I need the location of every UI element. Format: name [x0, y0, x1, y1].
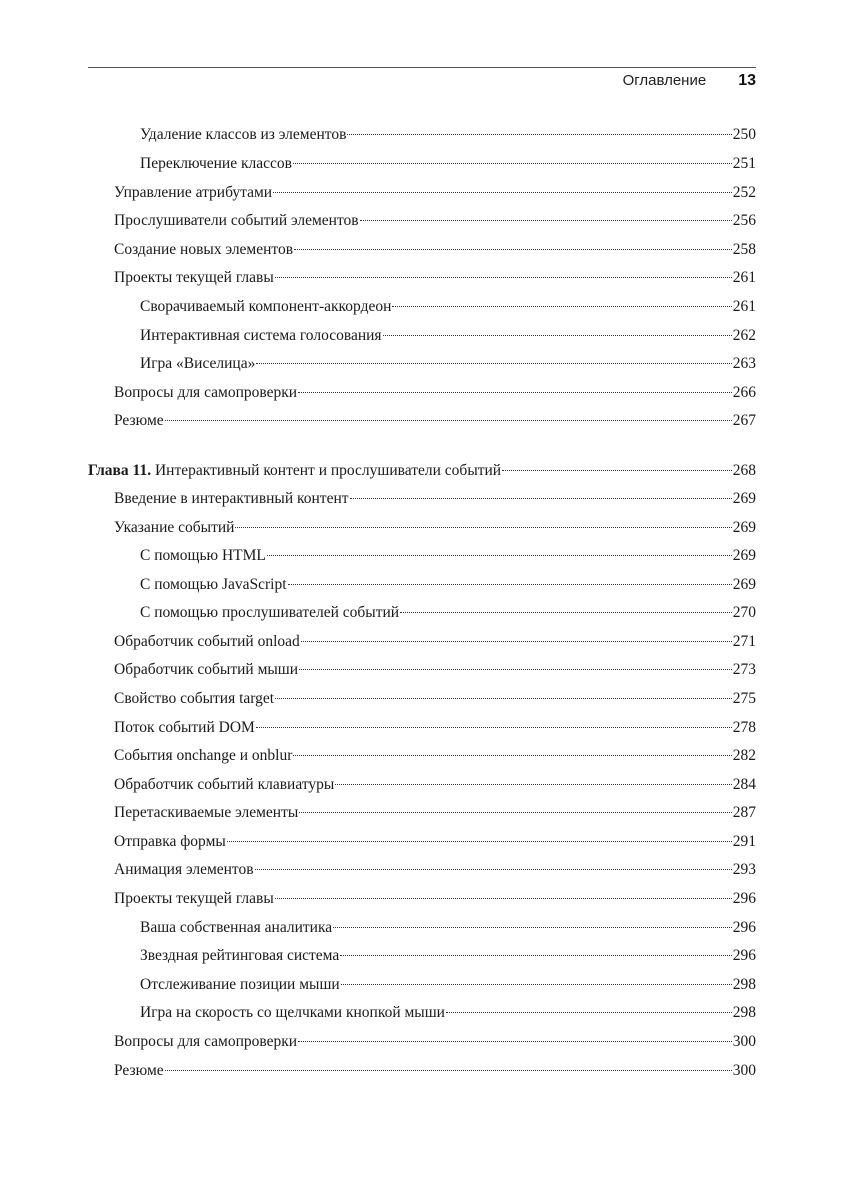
toc-entry-title: С помощью JavaScript — [140, 576, 287, 593]
dot-leader — [341, 984, 732, 985]
toc-entry-title: Анимация элементов — [114, 861, 254, 878]
toc-page-number: 268 — [732, 462, 756, 479]
toc-entry-title: События onchange и onblur — [114, 747, 293, 764]
toc-page-number: 296 — [732, 947, 756, 964]
toc-entry[interactable] — [114, 832, 756, 852]
toc-entry[interactable] — [114, 211, 756, 231]
dot-leader — [256, 363, 731, 364]
dot-leader — [275, 898, 732, 899]
toc-page-number: 293 — [732, 861, 756, 878]
dot-leader — [299, 812, 731, 813]
toc-entry[interactable] — [114, 718, 756, 738]
toc-page-number: 269 — [732, 547, 756, 564]
toc-entry[interactable] — [114, 889, 756, 909]
toc-entry-title: Создание новых элементов — [114, 241, 294, 258]
toc-entry-label — [88, 461, 501, 481]
toc-entry[interactable] — [114, 689, 756, 709]
toc-entry-title: Звездная рейтинговая система — [140, 947, 340, 964]
toc-entry[interactable] — [140, 154, 756, 174]
toc-entry-label — [140, 946, 339, 966]
toc-page-number: 266 — [732, 384, 756, 401]
toc-entry-title: С помощью прослушивателей событий — [140, 604, 400, 621]
toc-entry-label — [114, 383, 297, 403]
toc-entry[interactable] — [140, 575, 756, 595]
toc-entry[interactable] — [114, 1061, 756, 1081]
toc-entry-label — [140, 918, 332, 938]
toc-page-number: 258 — [732, 241, 756, 258]
dot-leader — [256, 727, 732, 728]
toc-entry-label — [140, 575, 287, 595]
toc-entry-label — [114, 832, 226, 852]
dot-leader — [301, 641, 732, 642]
toc-entry-title: Интерактивная система голосования — [140, 327, 382, 344]
toc-entry[interactable] — [140, 1003, 756, 1023]
toc-page-number: 270 — [732, 604, 756, 621]
running-header — [623, 72, 756, 90]
toc-entry-title: Сворачиваемый компонент-аккордеон — [140, 298, 392, 315]
dot-leader — [392, 306, 731, 307]
toc-entry-title: Удаление классов из элементов — [140, 126, 347, 143]
toc-page-number: 300 — [732, 1033, 756, 1050]
toc-page-number: 284 — [732, 776, 756, 793]
toc-entry-title: Свойство события target — [114, 690, 275, 707]
toc-entry-title: Обработчик событий клавиатуры — [114, 776, 335, 793]
toc-entry[interactable] — [140, 354, 756, 374]
dot-leader — [293, 755, 731, 756]
toc-entry-title: Проекты текущей главы — [114, 890, 274, 907]
dot-leader — [299, 669, 732, 670]
toc-entry-label — [140, 154, 292, 174]
toc-entry-title: Резюме — [114, 1062, 164, 1079]
toc-entry-label — [114, 489, 349, 509]
toc-entry-title: Обработчик событий onload — [114, 633, 300, 650]
header-rule — [88, 67, 756, 68]
toc-entry-label — [114, 689, 274, 709]
toc-entry-title: Вопросы для самопроверки — [114, 384, 298, 401]
toc-entry-label — [140, 354, 255, 374]
toc-entry-label — [114, 411, 164, 431]
dot-leader — [347, 134, 731, 135]
toc-entry-label — [114, 889, 274, 909]
toc-page-number: 291 — [732, 833, 756, 850]
toc-entry-label — [114, 775, 334, 795]
toc-entry[interactable] — [140, 326, 756, 346]
toc-entry-label — [114, 240, 293, 260]
toc-entry[interactable] — [140, 975, 756, 995]
toc-page-number: 269 — [732, 576, 756, 593]
toc-page-number: 296 — [732, 890, 756, 907]
toc-entry[interactable] — [114, 240, 756, 260]
toc-entry-label — [114, 183, 272, 203]
dot-leader — [275, 277, 732, 278]
toc-entry[interactable] — [140, 125, 756, 145]
toc-page-number: 275 — [732, 690, 756, 707]
dot-leader — [298, 1041, 732, 1042]
toc-entry-title: Игра «Виселица» — [140, 355, 256, 372]
toc-entry-title: Игра на скорость со щелчками кнопкой мыши — [140, 1004, 445, 1021]
dot-leader — [293, 163, 732, 164]
toc-entry[interactable] — [114, 660, 756, 680]
toc-entry[interactable] — [114, 775, 756, 795]
dot-leader — [165, 1070, 732, 1071]
toc-entry-label — [114, 268, 274, 288]
toc-entry[interactable] — [114, 1032, 756, 1052]
toc-page-number: 300 — [732, 1062, 756, 1079]
toc-entry-label — [114, 518, 234, 538]
toc-entry[interactable] — [140, 946, 756, 966]
toc-entry-label — [114, 1061, 164, 1081]
toc-page-number: 273 — [732, 661, 756, 678]
toc-entry-title: Интерактивный контент и прослушиватели событий — [154, 462, 502, 479]
toc-entry[interactable] — [114, 632, 756, 652]
toc-page-number: 251 — [732, 155, 756, 172]
toc-entry-label — [114, 718, 255, 738]
toc-page-number: 282 — [732, 747, 756, 764]
toc-entry-title: Указание событий — [114, 519, 235, 536]
toc-entry-title: Отправка формы — [114, 833, 226, 850]
toc-entry[interactable] — [140, 297, 756, 317]
toc-entry-label — [140, 975, 340, 995]
toc-entry[interactable] — [114, 746, 756, 766]
toc-entry-title: Резюме — [114, 412, 164, 429]
toc-page-number: 252 — [732, 184, 756, 201]
dot-leader — [350, 498, 732, 499]
section-title: Оглавление — [622, 72, 707, 89]
dot-leader — [502, 470, 732, 471]
toc-entry-label — [140, 125, 346, 145]
dot-leader — [298, 392, 732, 393]
toc-entry[interactable] — [140, 603, 756, 623]
toc-page-number: 271 — [732, 633, 756, 650]
toc-entry-title: Отслеживание позиции мыши — [140, 976, 340, 993]
toc-entry-title: Прослушиватели событий элементов — [114, 212, 359, 229]
toc-entry-label — [140, 297, 391, 317]
dot-leader — [235, 527, 731, 528]
toc-entry-title: Поток событий DOM — [114, 719, 255, 736]
toc-entry-label — [114, 211, 359, 231]
dot-leader — [383, 335, 732, 336]
toc-entry-title: Переключение классов — [140, 155, 292, 172]
toc-entry-title: Перетаскиваемые элементы — [114, 804, 299, 821]
dot-leader — [333, 927, 732, 928]
toc-entry-label — [140, 326, 382, 346]
toc-entry[interactable] — [114, 383, 756, 403]
toc-page-number: 278 — [732, 719, 756, 736]
chapter-prefix: Глава 11. — [88, 462, 152, 479]
toc-page-number: 298 — [732, 1004, 756, 1021]
toc-page-number: 296 — [732, 919, 756, 936]
dot-leader — [165, 420, 732, 421]
toc-entry-title: Обработчик событий мыши — [114, 661, 299, 678]
dot-leader — [360, 220, 732, 221]
toc-page-number: 261 — [732, 269, 756, 286]
dot-leader — [288, 584, 732, 585]
page-number: 13 — [738, 72, 756, 89]
toc-entry[interactable] — [114, 411, 756, 431]
toc-page-number: 262 — [732, 327, 756, 344]
dot-leader — [227, 841, 732, 842]
toc-entry[interactable] — [114, 860, 756, 880]
dot-leader — [335, 784, 731, 785]
toc-page-number: 287 — [732, 804, 756, 821]
toc-entry-title: Проекты текущей главы — [114, 269, 274, 286]
toc-entry-title: С помощью HTML — [140, 547, 266, 564]
toc-entry[interactable] — [114, 518, 756, 538]
dot-leader — [273, 192, 732, 193]
dot-leader — [294, 249, 732, 250]
toc-page-number: 267 — [732, 412, 756, 429]
toc-entry-label — [140, 603, 399, 623]
toc-entry[interactable] — [114, 489, 756, 509]
toc-entry-label — [114, 660, 298, 680]
toc-entry-label — [114, 632, 300, 652]
toc-page-number: 269 — [732, 519, 756, 536]
dot-leader — [255, 869, 732, 870]
toc-entry[interactable] — [140, 546, 756, 566]
toc-page-number: 298 — [732, 976, 756, 993]
toc-page-number: 256 — [732, 212, 756, 229]
dot-leader — [275, 698, 732, 699]
toc-entry-title: Введение в интерактивный контент — [114, 490, 349, 507]
toc-entry-title: Управление атрибутами — [114, 184, 273, 201]
toc-entry-label — [140, 546, 266, 566]
toc-page-number: 261 — [732, 298, 756, 315]
toc-entry-label — [114, 1032, 297, 1052]
toc-page-number: 269 — [732, 490, 756, 507]
toc-entry[interactable] — [114, 183, 756, 203]
toc-entry[interactable] — [114, 803, 756, 823]
toc-entry-label — [114, 860, 254, 880]
toc-entry-title: Вопросы для самопроверки — [114, 1033, 298, 1050]
dot-leader — [400, 612, 732, 613]
dot-leader — [267, 555, 732, 556]
dot-leader — [446, 1012, 732, 1013]
toc-entry[interactable] — [114, 268, 756, 288]
toc-chapter-entry[interactable] — [88, 461, 756, 481]
toc-entry-label — [140, 1003, 445, 1023]
toc-entry-label — [114, 803, 298, 823]
toc-entry-title: Ваша собственная аналитика — [140, 919, 333, 936]
dot-leader — [340, 955, 731, 956]
toc-entry-label — [114, 746, 292, 766]
toc-page-number: 263 — [732, 355, 756, 372]
toc-entry[interactable] — [140, 918, 756, 938]
toc-page-number: 250 — [732, 126, 756, 143]
